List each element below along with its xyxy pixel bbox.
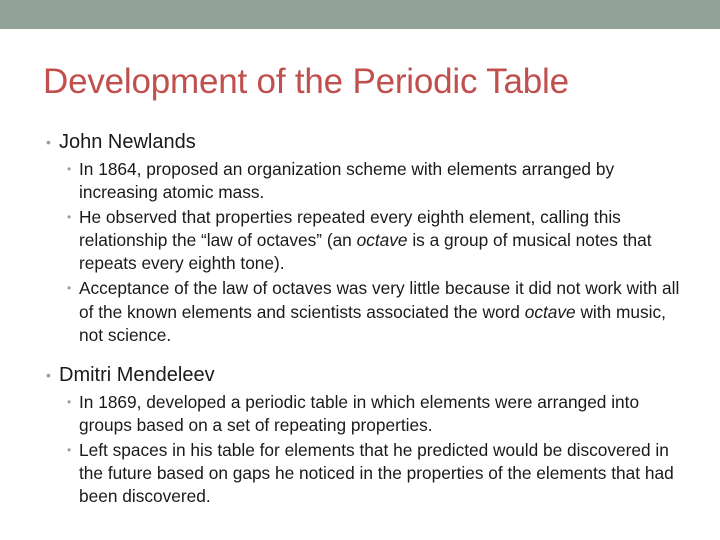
slide-body <box>46 130 686 524</box>
text-run: In 1869, developed a periodic table in which elements were arranged into groups based on a set of repeating properties. <box>79 391 640 435</box>
section-heading-text: Dmitri Mendeleev <box>59 363 215 386</box>
sub-point-list <box>46 391 686 508</box>
text-run: He observed that properties repeated every eighth element, calling this relationship the “law of octaves” (an <box>79 207 621 251</box>
text-run: In 1864, proposed an organization scheme with elements arranged by increasing atomic mass. <box>79 159 615 203</box>
sub-point-text <box>79 158 686 204</box>
sub-point <box>67 206 686 275</box>
sub-point-text <box>79 206 686 275</box>
bullet-icon: • <box>46 366 51 383</box>
text-run: with music, not science. <box>79 301 666 345</box>
bullet-icon: • <box>67 442 72 457</box>
section-heading <box>46 363 686 387</box>
bullet-icon: • <box>67 394 72 409</box>
bullet-icon: • <box>67 281 72 296</box>
sub-point <box>67 158 686 204</box>
sub-point <box>67 391 686 437</box>
top-accent-bar <box>0 0 720 29</box>
slide-title: Development of the Periodic Table <box>43 62 569 101</box>
text-run: Left spaces in his table for elements that he predicted would be discovered in the future based on gaps he noticed in the properties of the elements that had been discovered. <box>79 439 674 507</box>
section-heading-text: John Newlands <box>59 131 196 153</box>
bullet-icon: • <box>67 210 72 225</box>
text-run: is a group of musical notes that repeats every eighth tone). <box>79 230 652 274</box>
sub-point-text <box>79 391 686 437</box>
section-heading <box>46 130 686 154</box>
bullet-icon: • <box>46 134 51 150</box>
sub-point <box>67 439 686 508</box>
sub-point-text <box>79 277 686 346</box>
sub-point-list <box>46 158 686 347</box>
bullet-icon: • <box>67 162 72 176</box>
emphasized-term: octave <box>356 230 408 251</box>
sub-point-text <box>79 439 686 508</box>
text-run: Acceptance of the law of octaves was very little because it did not work with all of the known elements and scientists associated the word <box>79 278 680 322</box>
emphasized-term: octave <box>524 301 576 322</box>
sub-point <box>67 277 686 346</box>
